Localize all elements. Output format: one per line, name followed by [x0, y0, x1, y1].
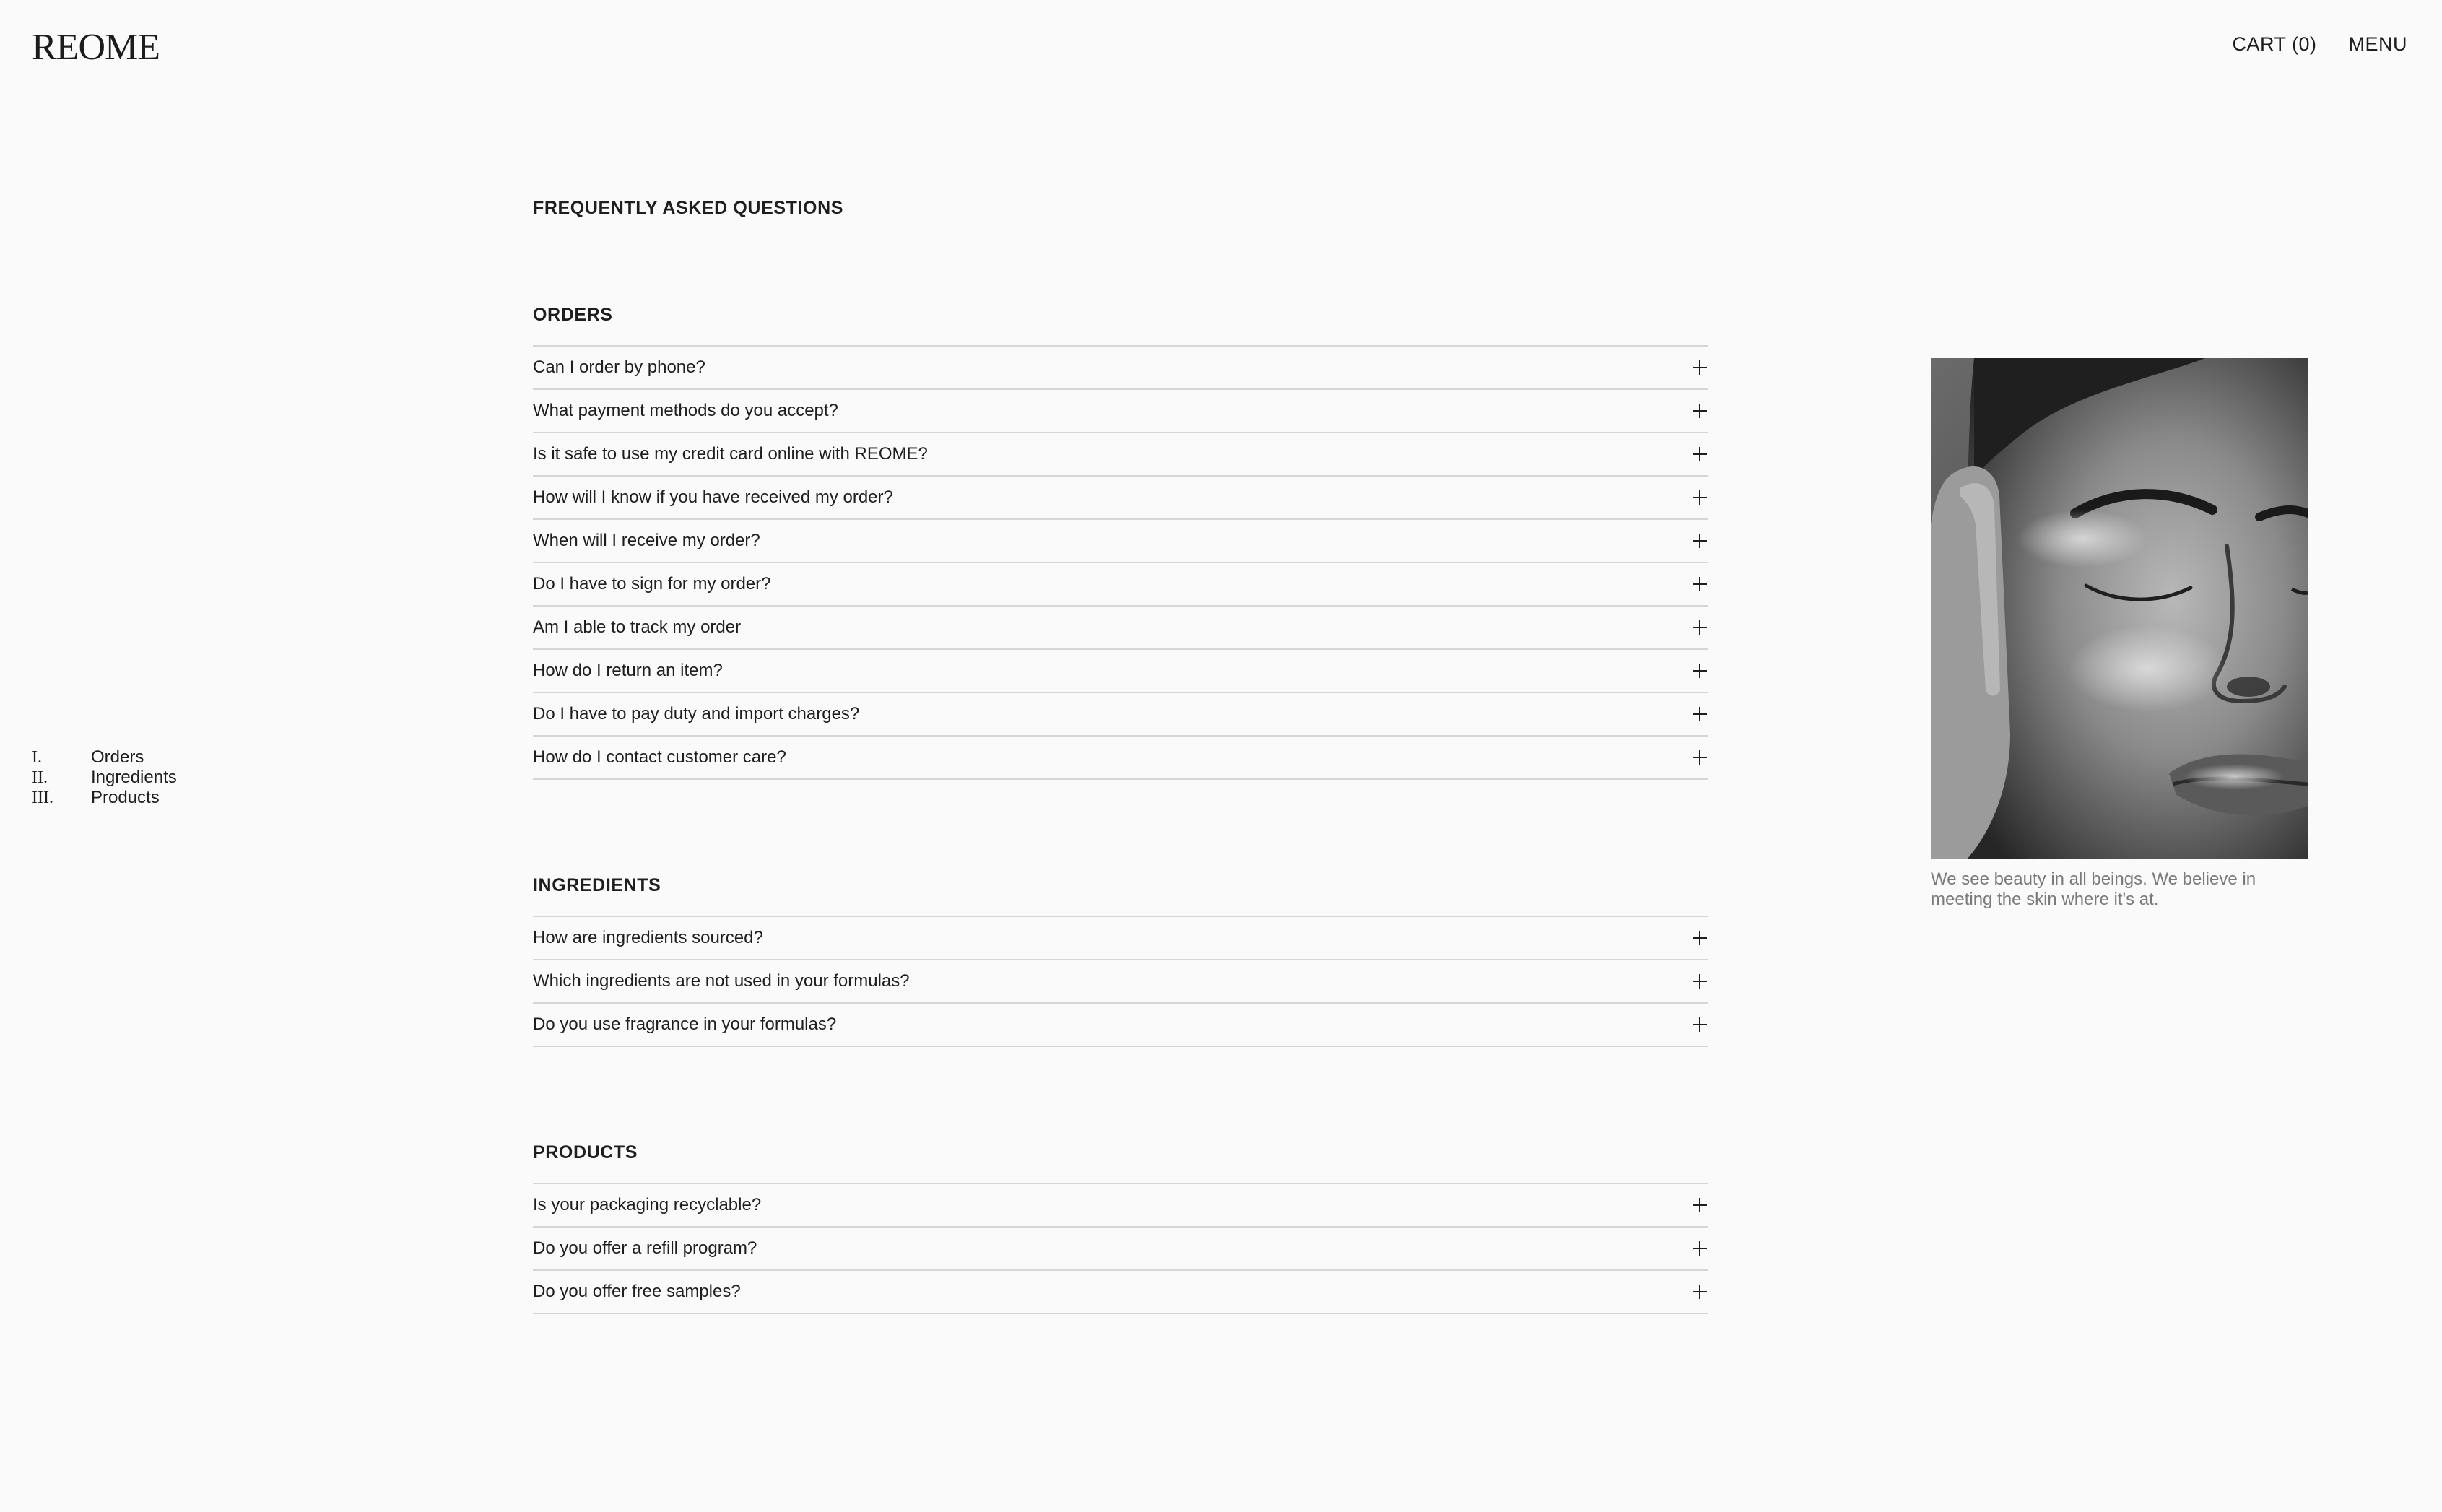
faq-question: How do I return an item?	[533, 661, 723, 680]
top-nav	[2232, 32, 2407, 56]
faq-question: Am I able to track my order	[533, 617, 742, 637]
faq-item[interactable]	[533, 917, 1708, 960]
faq-item[interactable]	[533, 563, 1708, 607]
faq-question: Can I order by phone?	[533, 357, 705, 377]
index-label: Orders	[91, 747, 144, 767]
faq-item[interactable]	[533, 960, 1708, 1004]
faq-question: Do I have to sign for my order?	[533, 574, 771, 594]
faq-question: Which ingredients are not used in your formulas?	[533, 971, 910, 991]
plus-icon[interactable]	[1693, 447, 1707, 461]
plus-icon[interactable]	[1693, 490, 1707, 505]
faq-section-orders	[533, 303, 1708, 780]
plus-icon[interactable]	[1693, 1241, 1707, 1256]
faq-item[interactable]	[533, 650, 1708, 693]
faq-question: Is your packaging recyclable?	[533, 1195, 762, 1215]
faq-item[interactable]	[533, 1228, 1708, 1271]
feature-caption: We see beauty in all beings. We believe in meeting the skin where it's at.	[1931, 869, 2256, 909]
faq-question: What payment methods do you accept?	[533, 401, 838, 420]
faq-list	[533, 916, 1708, 1047]
faq-item[interactable]	[533, 607, 1708, 650]
faq-question: How will I know if you have received my order?	[533, 487, 893, 507]
plus-icon[interactable]	[1693, 931, 1707, 945]
portrait-photo	[1931, 358, 2308, 859]
faq-main	[533, 196, 1708, 1314]
faq-question: Is it safe to use my credit card online with REOME?	[533, 444, 928, 464]
faq-list	[533, 345, 1708, 780]
faq-question: How are ingredients sourced?	[533, 928, 763, 947]
faq-item[interactable]	[533, 520, 1708, 563]
faq-question: When will I receive my order?	[533, 531, 760, 550]
section-title: ORDERS	[533, 305, 613, 325]
faq-question: How do I contact customer care?	[533, 747, 786, 767]
plus-icon[interactable]	[1693, 577, 1707, 591]
index-label: Ingredients	[91, 768, 177, 787]
faq-item[interactable]	[533, 693, 1708, 737]
faq-item[interactable]	[533, 1004, 1708, 1047]
plus-icon[interactable]	[1693, 620, 1707, 635]
faq-list	[533, 1183, 1708, 1314]
faq-question: Do you offer a refill program?	[533, 1238, 757, 1258]
plus-icon[interactable]	[1693, 404, 1707, 418]
menu-button[interactable]: MENU	[2348, 33, 2407, 55]
faq-item[interactable]	[533, 433, 1708, 477]
faq-section-products	[533, 1141, 1708, 1314]
index-label: Products	[91, 788, 160, 807]
faq-item[interactable]	[533, 347, 1708, 390]
plus-icon[interactable]	[1693, 750, 1707, 765]
index-number: III.	[32, 788, 53, 807]
plus-icon[interactable]	[1693, 707, 1707, 721]
plus-icon[interactable]	[1693, 974, 1707, 989]
faq-section-ingredients	[533, 874, 1708, 1047]
section-title: INGREDIENTS	[533, 875, 661, 895]
faq-item[interactable]	[533, 1184, 1708, 1228]
faq-question: Do you use fragrance in your formulas?	[533, 1014, 837, 1034]
brand-logo[interactable]: REOME	[32, 27, 160, 68]
section-index	[32, 747, 177, 808]
index-number: I.	[32, 748, 42, 767]
faq-question: Do you offer free samples?	[533, 1282, 741, 1301]
page-title: FREQUENTLY ASKED QUESTIONS	[533, 198, 844, 218]
cart-button[interactable]: CART (0)	[2232, 33, 2317, 55]
index-number: II.	[32, 768, 48, 787]
plus-icon[interactable]	[1693, 534, 1707, 548]
index-item-products[interactable]	[32, 788, 177, 808]
plus-icon[interactable]	[1693, 1198, 1707, 1212]
faq-question: Do I have to pay duty and import charges?	[533, 704, 860, 724]
plus-icon[interactable]	[1693, 360, 1707, 375]
faq-item[interactable]	[533, 737, 1708, 780]
plus-icon[interactable]	[1693, 1017, 1707, 1032]
section-title: PRODUCTS	[533, 1142, 638, 1163]
faq-item[interactable]	[533, 1271, 1708, 1314]
faq-item[interactable]	[533, 390, 1708, 433]
index-item-orders[interactable]	[32, 747, 177, 768]
plus-icon[interactable]	[1693, 1285, 1707, 1299]
plus-icon[interactable]	[1693, 664, 1707, 678]
index-item-ingredients[interactable]	[32, 768, 177, 788]
faq-item[interactable]	[533, 477, 1708, 520]
feature-figure	[1931, 358, 2308, 910]
